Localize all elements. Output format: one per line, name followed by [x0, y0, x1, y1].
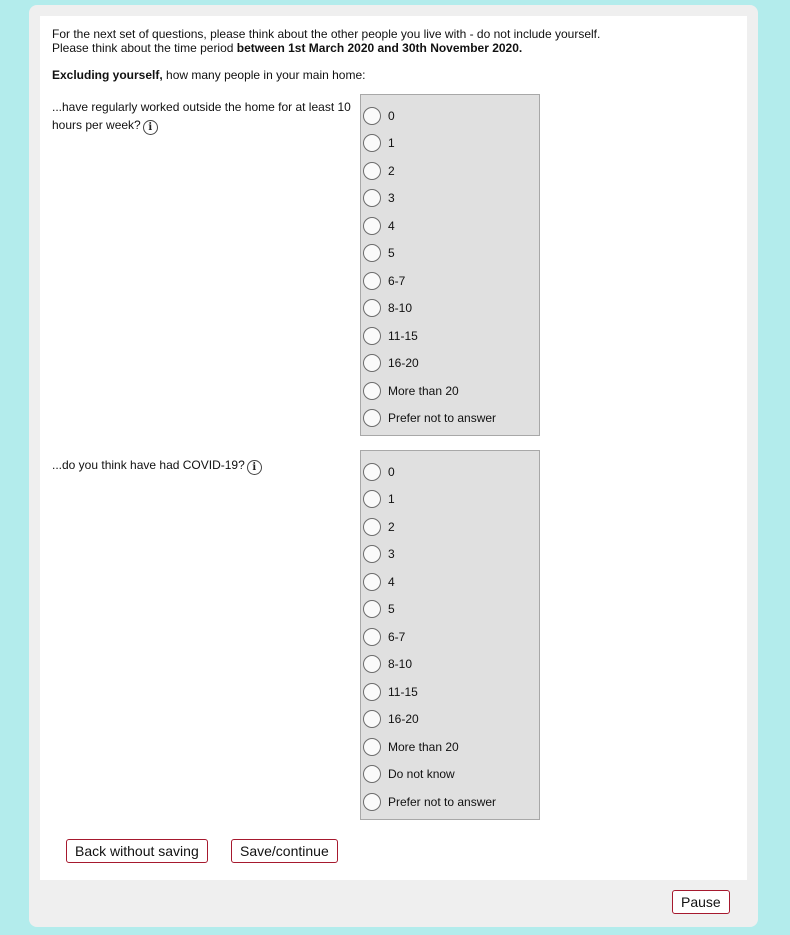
radio-button[interactable] — [363, 354, 381, 372]
radio-option[interactable] — [361, 157, 539, 185]
radio-option-label: 5 — [388, 246, 395, 261]
question-1-label: ...have regularly worked outside the home for at least 10 hours per week? — [52, 100, 351, 132]
radio-button[interactable] — [363, 573, 381, 591]
radio-button[interactable] — [363, 189, 381, 207]
radio-option-label: 3 — [388, 547, 395, 562]
radio-option-label: More than 20 — [388, 383, 459, 398]
question-2-options — [360, 450, 540, 820]
radio-option-label: 5 — [388, 602, 395, 617]
radio-button[interactable] — [363, 382, 381, 400]
radio-option-label: 6-7 — [388, 273, 406, 288]
radio-option[interactable] — [361, 623, 539, 651]
radio-option[interactable] — [361, 350, 539, 378]
radio-button[interactable] — [363, 272, 381, 290]
radio-option[interactable] — [361, 788, 539, 816]
radio-option-label: 0 — [388, 464, 395, 479]
radio-button[interactable] — [363, 162, 381, 180]
radio-button[interactable] — [363, 134, 381, 152]
radio-option-label: 2 — [388, 519, 395, 534]
radio-option-label: 8-10 — [388, 657, 413, 672]
radio-option[interactable] — [361, 596, 539, 624]
radio-button[interactable] — [363, 463, 381, 481]
radio-option[interactable] — [361, 486, 539, 514]
radio-button[interactable] — [363, 600, 381, 618]
radio-button[interactable] — [363, 299, 381, 317]
radio-button[interactable] — [363, 107, 381, 125]
question-lead — [52, 68, 365, 82]
lead-bold: Excluding yourself, — [52, 68, 163, 82]
question-2-text — [52, 456, 357, 475]
radio-option[interactable] — [361, 458, 539, 486]
radio-option[interactable] — [361, 651, 539, 679]
radio-option-label: 1 — [388, 136, 395, 151]
radio-option-label: 11-15 — [388, 328, 418, 343]
radio-option-label: 4 — [388, 218, 395, 233]
radio-option[interactable] — [361, 130, 539, 158]
radio-option[interactable] — [361, 185, 539, 213]
radio-option-label: 16-20 — [388, 356, 419, 371]
survey-panel — [29, 5, 758, 927]
pause-button[interactable]: Pause — [672, 890, 730, 914]
radio-option[interactable] — [361, 733, 539, 761]
back-without-saving-button[interactable]: Back without saving — [66, 839, 208, 863]
radio-option[interactable] — [361, 541, 539, 569]
radio-option[interactable] — [361, 405, 539, 433]
question-2-label: ...do you think have had COVID-19? — [52, 458, 245, 472]
radio-option-label: 11-15 — [388, 684, 418, 699]
radio-option[interactable] — [361, 678, 539, 706]
radio-option-label: Prefer not to answer — [388, 411, 497, 426]
radio-option-label: 1 — [388, 492, 395, 507]
radio-button[interactable] — [363, 738, 381, 756]
radio-option-label: 16-20 — [388, 712, 419, 727]
intro-date-range: between 1st March 2020 and 30th November 2020. — [236, 41, 523, 55]
radio-option[interactable] — [361, 377, 539, 405]
radio-button[interactable] — [363, 490, 381, 508]
question-1-options — [360, 94, 540, 436]
info-icon[interactable]: i — [143, 120, 158, 135]
radio-button[interactable] — [363, 217, 381, 235]
radio-option-label: More than 20 — [388, 739, 459, 754]
radio-option[interactable] — [361, 706, 539, 734]
question-card — [40, 16, 747, 880]
lead-text: how many people in your main home: — [162, 68, 366, 82]
radio-button[interactable] — [363, 545, 381, 563]
radio-option[interactable] — [361, 212, 539, 240]
radio-button[interactable] — [363, 628, 381, 646]
radio-button[interactable] — [363, 655, 381, 673]
info-icon[interactable]: i — [247, 460, 262, 475]
radio-button[interactable] — [363, 327, 381, 345]
intro-line-2-prefix: Please think about the time period — [52, 41, 237, 55]
intro-line-1: For the next set of questions, please think about the other people you live with - do not include yourself. — [52, 27, 601, 41]
question-1-text — [52, 98, 357, 135]
radio-option[interactable] — [361, 295, 539, 323]
radio-button[interactable] — [363, 409, 381, 427]
radio-option[interactable] — [361, 513, 539, 541]
intro-line-2 — [52, 41, 692, 55]
radio-option-label: 3 — [388, 191, 395, 206]
radio-button[interactable] — [363, 765, 381, 783]
radio-option-label: 6-7 — [388, 629, 406, 644]
radio-option-label: 4 — [388, 574, 395, 589]
radio-option[interactable] — [361, 568, 539, 596]
radio-option[interactable] — [361, 761, 539, 789]
radio-option-label: 2 — [388, 163, 395, 178]
radio-option[interactable] — [361, 267, 539, 295]
intro-text — [52, 27, 692, 55]
radio-option-label: Prefer not to answer — [388, 794, 497, 809]
radio-button[interactable] — [363, 518, 381, 536]
radio-option-label: 8-10 — [388, 301, 413, 316]
radio-option[interactable] — [361, 240, 539, 268]
radio-button[interactable] — [363, 710, 381, 728]
radio-button[interactable] — [363, 683, 381, 701]
radio-option[interactable] — [361, 102, 539, 130]
radio-option-label: Do not know — [388, 767, 455, 782]
radio-option[interactable] — [361, 322, 539, 350]
radio-option-label: 0 — [388, 108, 395, 123]
save-continue-button[interactable]: Save/continue — [231, 839, 338, 863]
radio-button[interactable] — [363, 244, 381, 262]
radio-button[interactable] — [363, 793, 381, 811]
